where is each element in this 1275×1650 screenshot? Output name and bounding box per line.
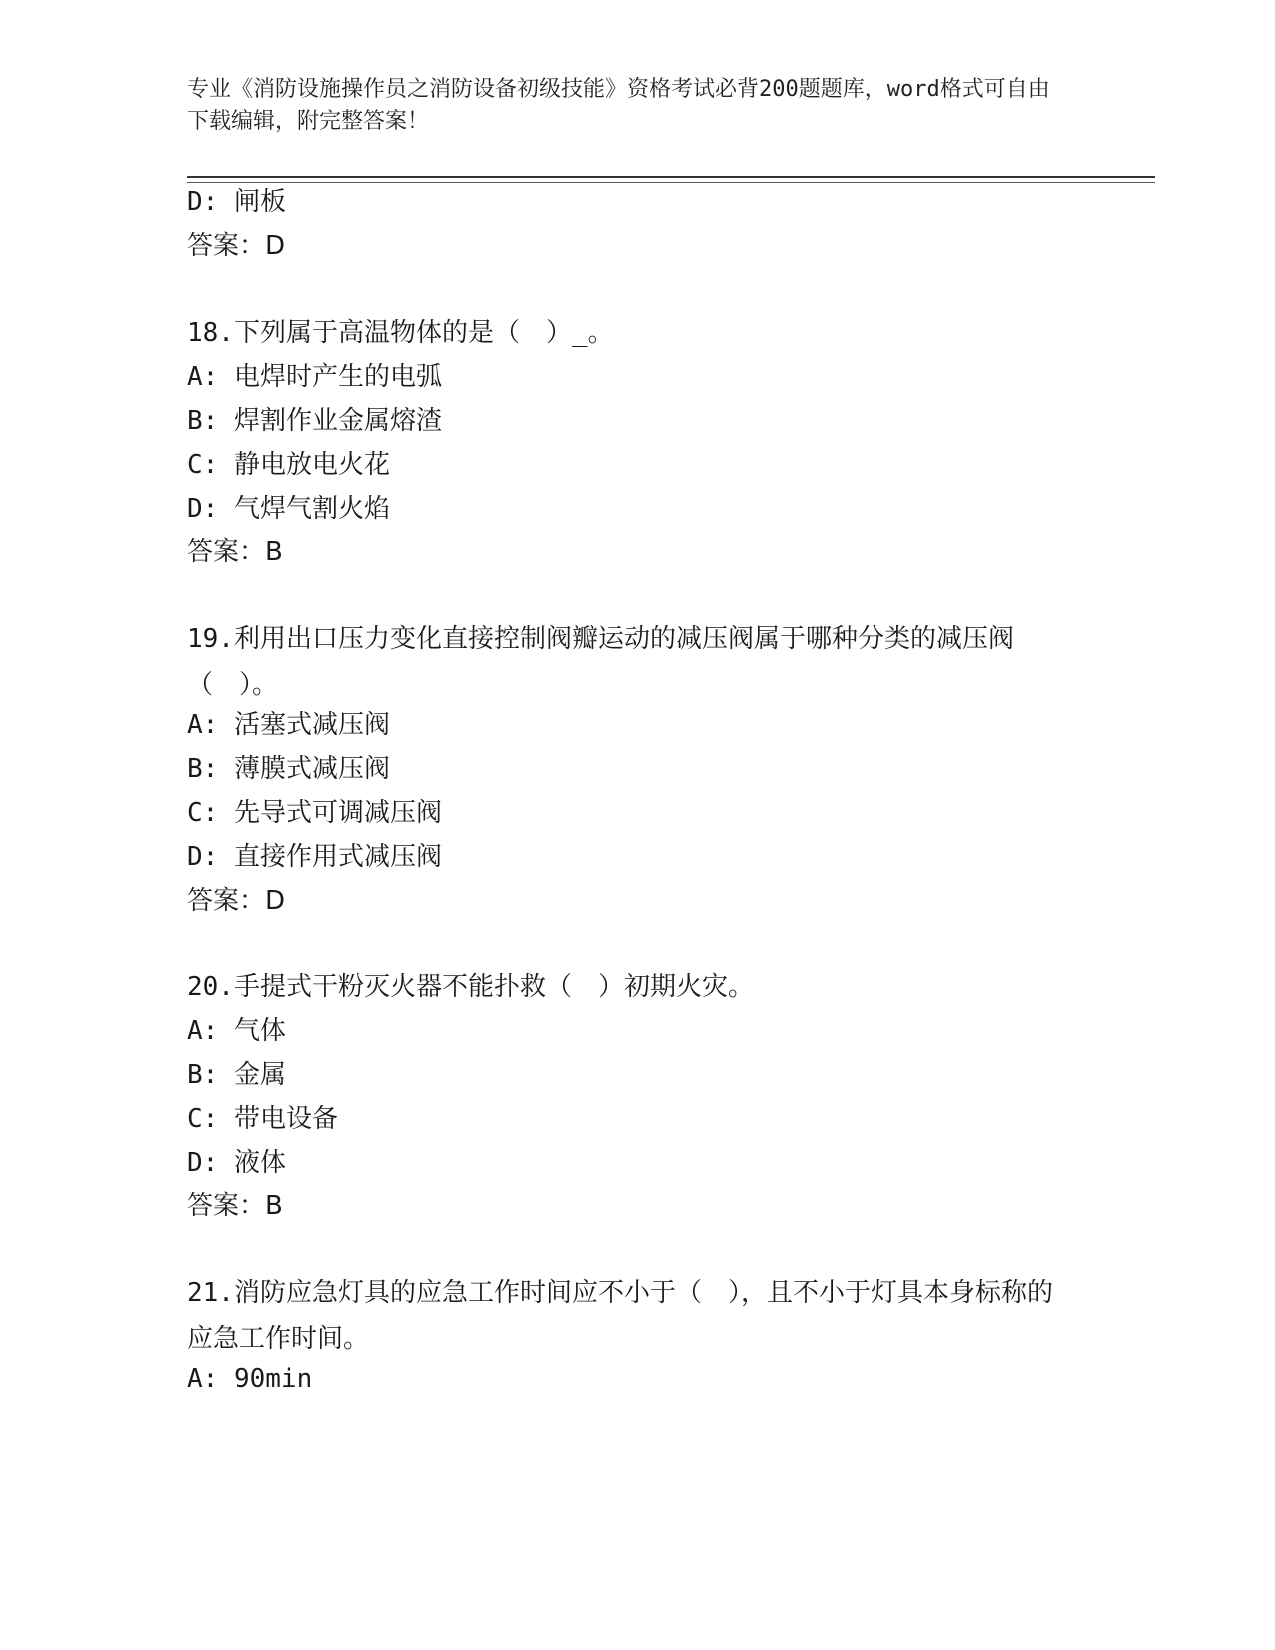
q18-answer: 答案：B	[187, 537, 283, 567]
q18-option-b: B: 焊割作业金属熔渣	[187, 406, 442, 436]
q20-question: 20.手提式干粉灭火器不能扑救（ ）初期火灾。	[187, 972, 754, 1002]
q21-option-a: A: 90min	[187, 1364, 313, 1394]
header-divider-thin	[187, 182, 1155, 183]
q20-option-c: C: 带电设备	[187, 1104, 338, 1134]
q18-option-d: D: 气焊气割火焰	[187, 494, 390, 524]
q19-option-c: C: 先导式可调减压阀	[187, 798, 442, 828]
header-divider	[187, 176, 1155, 178]
document-header: 专业《消防设施操作员之消防设备初级技能》资格考试必背200题题库，word格式可自由下载编辑，附完整答案！	[187, 77, 1050, 134]
q17-option-d: D: 闸板	[187, 187, 286, 217]
q18-option-a: A: 电焊时产生的电弧	[187, 362, 442, 392]
q20-option-a: A: 气体	[187, 1016, 286, 1046]
q21-question: 21.消防应急灯具的应急工作时间应不小于（ ），且不小于灯具本身标称的应急工作时间。	[187, 1278, 1053, 1354]
q19-answer: 答案：D	[187, 886, 286, 916]
q19-question: 19.利用出口压力变化直接控制阀瓣运动的减压阀属于哪种分类的减压阀（ ）。	[187, 624, 1014, 700]
q19-option-b: B: 薄膜式减压阀	[187, 754, 390, 784]
q20-option-b: B: 金属	[187, 1060, 286, 1090]
q17-answer: 答案：D	[187, 231, 286, 261]
q18-option-c: C: 静电放电火花	[187, 450, 390, 480]
q20-option-d: D: 液体	[187, 1148, 286, 1178]
q19-option-a: A: 活塞式减压阀	[187, 710, 390, 740]
q20-answer: 答案：B	[187, 1191, 283, 1221]
q19-option-d: D: 直接作用式减压阀	[187, 842, 442, 872]
q18-question: 18.下列属于高温物体的是（ ）_。	[187, 318, 614, 348]
